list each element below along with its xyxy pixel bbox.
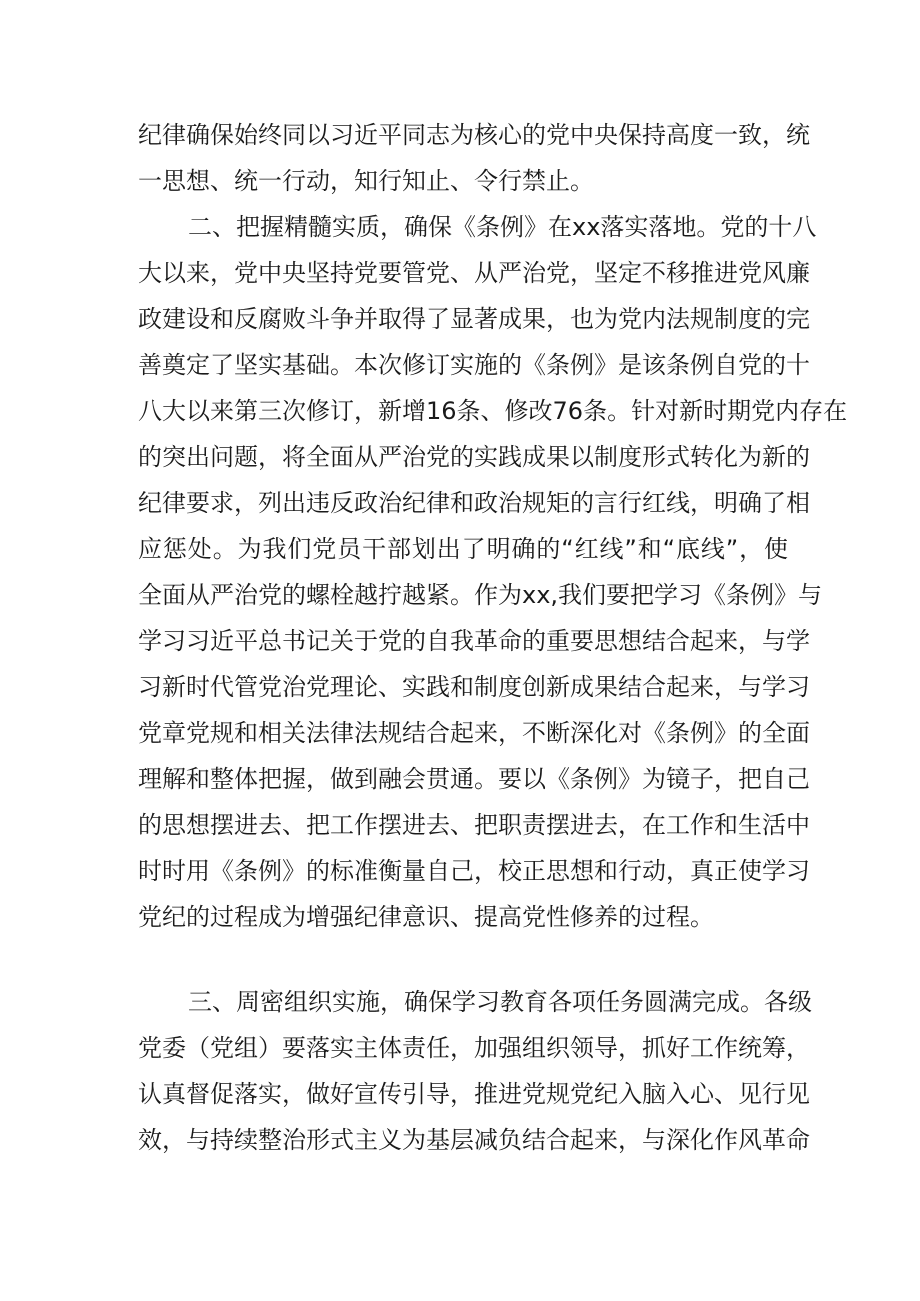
text-line: 时时用《条例》的标准衡量自己，校正思想和行动，真正使学习 bbox=[138, 857, 810, 885]
text-line: 理解和整体把握，做到融会贯通。要以《条例》为镜子，把自己 bbox=[138, 765, 810, 793]
text-line: 八大以来第三次修订，新增16条、修改76条。针对新时期党内存在 bbox=[138, 397, 848, 425]
text-line: 大以来，党中央坚持党要管党、从严治党，坚定不移推进党风廉 bbox=[138, 259, 810, 287]
text-line: 全面从严治党的螺栓越拧越紧。作为xx,我们要把学习《条例》与 bbox=[138, 581, 823, 609]
text-line: 的思想摆进去、把工作摆进去、把职责摆进去，在工作和生活中 bbox=[138, 811, 810, 839]
text-line: 二、把握精髓实质，确保《条例》在xx落实落地。党的十八 bbox=[188, 213, 817, 241]
text-line: 党章党规和相关法律法规结合起来，不断深化对《条例》的全面 bbox=[138, 719, 810, 747]
text-line: 纪律确保始终同以习近平同志为核心的党中央保持高度一致，统 bbox=[138, 121, 810, 149]
text-line: 纪律要求，列出违反政治纪律和政治规矩的言行红线，明确了相 bbox=[138, 489, 810, 517]
text-line: 效，与持续整治形式主义为基层减负结合起来，与深化作风革命 bbox=[138, 1126, 810, 1154]
text-line: 一思想、统一行动，知行知止、令行禁止。 bbox=[138, 167, 594, 195]
text-line: 善奠定了坚实基础。本次修订实施的《条例》是该条例自党的十 bbox=[138, 351, 810, 379]
text-line: 习新时代管党治党理论、实践和制度创新成果结合起来，与学习 bbox=[138, 673, 810, 701]
text-line: 的突出问题，将全面从严治党的实践成果以制度形式转化为新的 bbox=[138, 443, 810, 471]
text-line: 三、周密组织实施，确保学习教育各项任务圆满完成。各级 bbox=[188, 988, 812, 1016]
text-line: 应惩处。为我们党员干部划出了明确的“红线”和“底线”，使 bbox=[138, 535, 788, 563]
text-line: 认真督促落实，做好宣传引导，推进党规党纪入脑入心、见行见 bbox=[138, 1080, 810, 1108]
text-line: 党纪的过程成为增强纪律意识、提高党性修养的过程。 bbox=[138, 903, 714, 931]
text-line: 政建设和反腐败斗争并取得了显著成果，也为党内法规制度的完 bbox=[138, 305, 810, 333]
text-line: 学习习近平总书记关于党的自我革命的重要思想结合起来，与学 bbox=[138, 627, 810, 655]
text-line: 党委（党组）要落实主体责任，加强组织领导，抓好工作统筹， bbox=[138, 1034, 810, 1062]
